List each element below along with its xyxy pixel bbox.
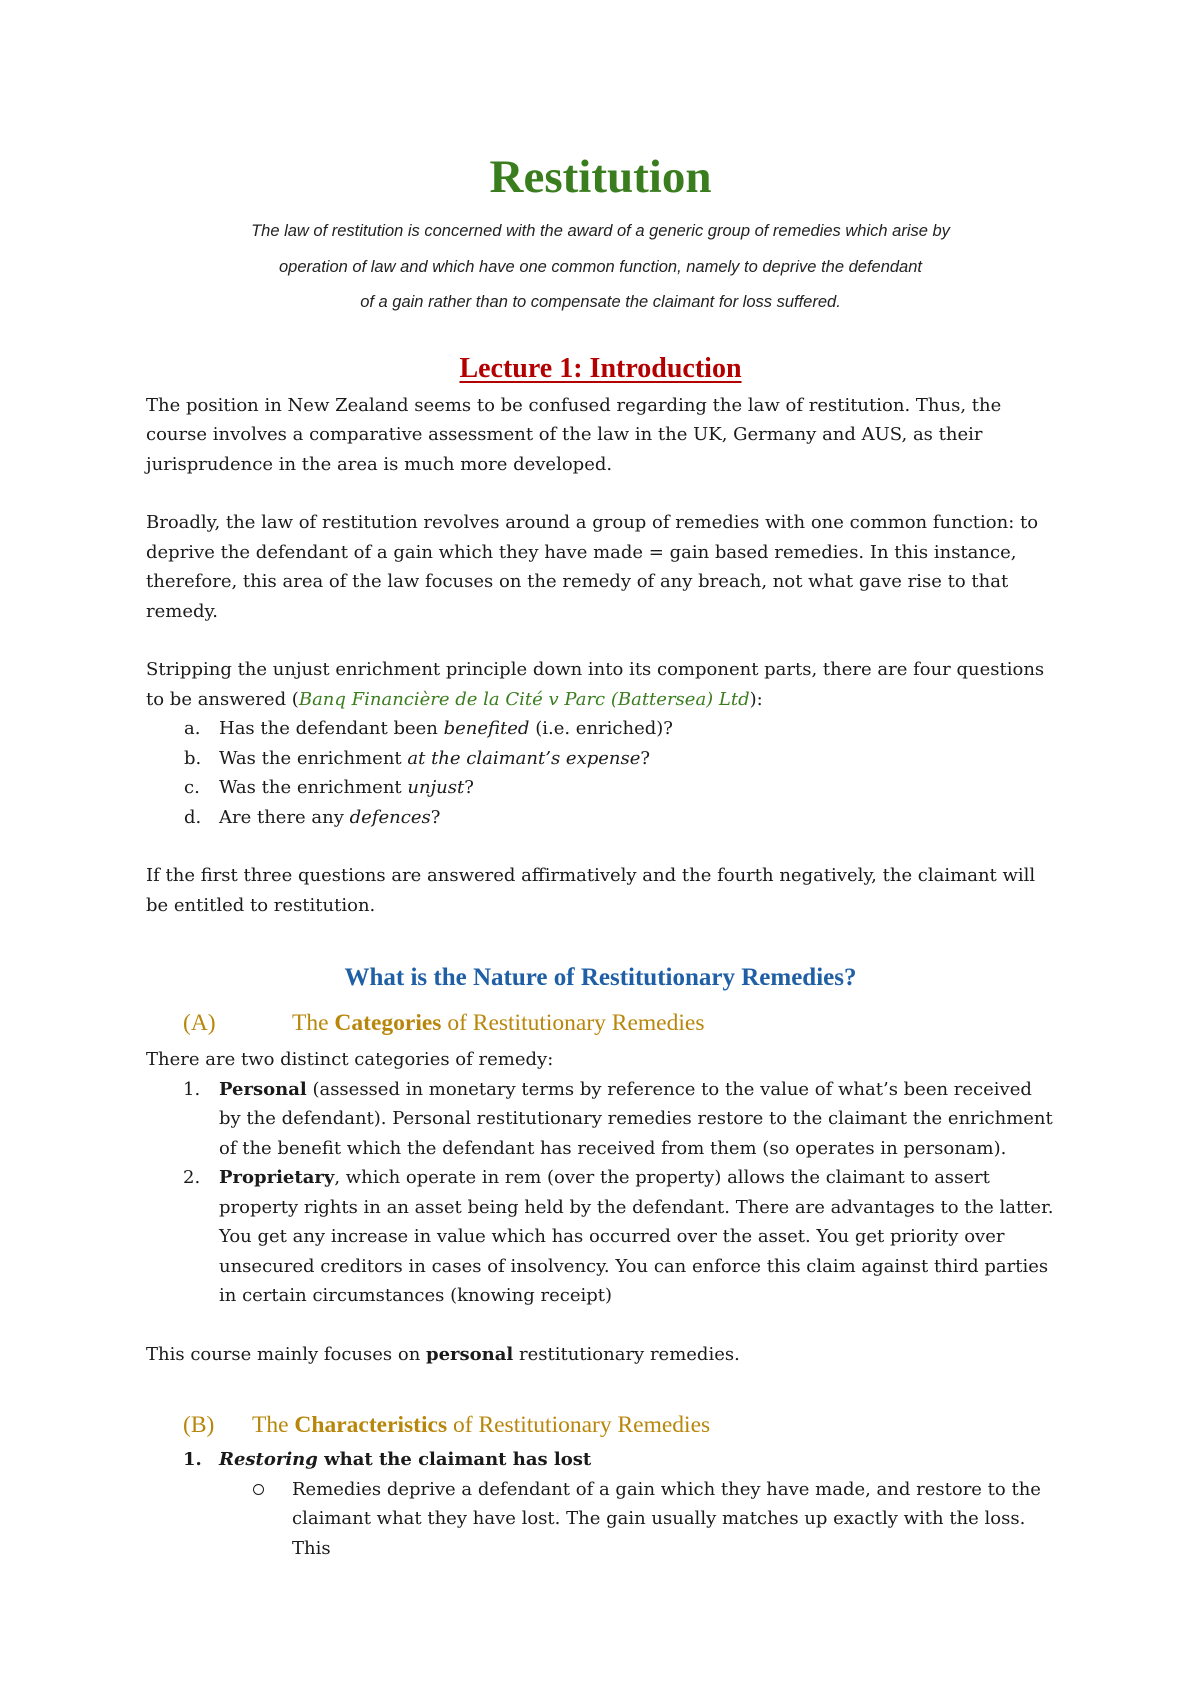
- document-title: Restitution: [489, 151, 712, 203]
- list-item-bold: Personal: [219, 1078, 307, 1100]
- list-item: [146, 1075, 1055, 1164]
- list-item-emphasis: at the claimant’s expense: [407, 747, 641, 769]
- list-item-text: Are there any: [219, 806, 350, 828]
- focus-text: This course mainly focuses on: [146, 1343, 427, 1365]
- case-citation: Banq Financière de la Cité v Parc (Battersea) Ltd: [298, 688, 750, 710]
- bullet-item: [146, 1475, 1055, 1564]
- subsection-title-bold: Characteristics: [294, 1412, 448, 1438]
- list-item-emphasis: defences: [349, 806, 431, 828]
- list-marker: a.: [184, 718, 201, 739]
- list-marker: d.: [184, 806, 202, 828]
- focus-bold: personal: [426, 1343, 514, 1365]
- epigraph-line: The law of restitution is concerned with the award of a generic group of remedies which arise by: [251, 222, 950, 240]
- categories-list: [146, 1075, 1055, 1311]
- list-item: [146, 1445, 1055, 1475]
- list-item-emphasis: benefited: [443, 718, 530, 739]
- subsection-label: (B): [183, 1412, 215, 1438]
- focus-text: restitutionary remedies.: [513, 1343, 740, 1365]
- conclusion-paragraph: If the first three questions are answered affirmatively and the fourth negatively, the claimant will be entitled to restitution.: [146, 865, 1036, 916]
- characteristics-bullets: [146, 1475, 1055, 1564]
- list-item-text: Was the enrichment: [219, 777, 408, 798]
- list-item: [146, 744, 1055, 774]
- questions-list: [146, 714, 1055, 832]
- list-marker: 2.: [183, 1167, 201, 1188]
- intro-paragraph-3: [146, 655, 1055, 714]
- epigraph-line: operation of law and which have one common function, namely to deprive the defendant: [279, 257, 922, 276]
- list-item-text: , which operate in rem (over the property) allows the claimant to assert property rights in an asset being held by the defendant. There are advantages to the latter. You get any increase in value which has occurred over the asset. You get priority over unsecured creditors in cases of insolvency. You can enforce this claim against third parties in certain circumstances (knowing receipt): [219, 1167, 1054, 1306]
- epigraph: [146, 214, 1055, 321]
- list-item-text: ?: [464, 777, 474, 798]
- list-marker: c.: [184, 777, 200, 798]
- subsection-title-part: The: [292, 1010, 335, 1036]
- subsection-title-part: of Restitutionary Remedies: [441, 1010, 705, 1036]
- list-item: [146, 714, 1055, 744]
- focus-paragraph: [146, 1340, 1055, 1370]
- intro-paragraph-3-end: ):: [749, 688, 763, 710]
- list-item-text: (i.e. enriched)?: [529, 718, 673, 739]
- categories-intro: There are two distinct categories of remedy:: [146, 1049, 554, 1070]
- list-item-text: what the claimant has lost: [317, 1449, 592, 1470]
- subsection-heading-characteristics: [146, 1407, 1055, 1443]
- section-heading-nature: What is the Nature of Restitutionary Remedies?: [344, 964, 857, 991]
- list-marker: 1.: [183, 1449, 202, 1470]
- subsection-heading-categories: [146, 1005, 1055, 1041]
- epigraph-line: of a gain rather than to compensate the claimant for loss suffered.: [360, 293, 841, 311]
- list-item: [146, 803, 1055, 833]
- list-item-text: Was the enrichment: [219, 747, 408, 769]
- hollow-bullet-icon: [253, 1484, 264, 1495]
- subsection-title-bold: Categories: [334, 1010, 442, 1036]
- list-item-text: Has the defendant been: [219, 718, 444, 739]
- list-item: [146, 773, 1055, 803]
- lecture-heading: Lecture 1: Introduction: [459, 352, 742, 384]
- list-item: [146, 1163, 1055, 1311]
- subsection-title: [252, 1407, 710, 1443]
- subsection-title: [292, 1005, 704, 1041]
- subsection-title-part: The: [252, 1412, 295, 1438]
- intro-paragraph-2: Broadly, the law of restitution revolves around a group of remedies with one common function: to deprive the defendant of a gain which they have made = gain based remedies. In this instance, therefore, this area of the law focuses on the remedy of any breach, not what gave rise to that remedy.: [146, 512, 1039, 622]
- list-item-emphasis: unjust: [407, 777, 465, 798]
- list-marker: 1.: [183, 1078, 201, 1100]
- intro-paragraph-3-text: Stripping the unjust enrichment principle down into its component parts, there are four questions to be answered (: [146, 659, 1045, 710]
- bullet-text: Remedies deprive a defendant of a gain which they have made, and restore to the claimant what they have lost. The gain usually matches up exactly with the loss. This: [292, 1478, 1041, 1559]
- list-item-emphasis: Restoring: [219, 1449, 318, 1470]
- list-item-text: (assessed in monetary terms by reference to the value of what’s been received by the defendant). Personal restitutionary remedies restore to the claimant the enrichment of the benefit which the defendant has received from them (so operates in personam).: [219, 1078, 1053, 1159]
- subsection-title-part: of Restitutionary Remedies: [447, 1412, 711, 1438]
- list-item-text: ?: [640, 747, 651, 769]
- characteristics-list: [146, 1445, 1055, 1475]
- subsection-label: (A): [183, 1010, 216, 1036]
- list-marker: b.: [184, 747, 202, 769]
- list-item-bold: Proprietary: [219, 1167, 335, 1188]
- list-item-text: ?: [430, 806, 441, 828]
- intro-paragraph-1: The position in New Zealand seems to be confused regarding the law of restitution. Thus, the course involves a comparative assessment of the law in the UK, Germany and AUS, as their jurisprudence in the area is much more developed.: [146, 394, 1002, 475]
